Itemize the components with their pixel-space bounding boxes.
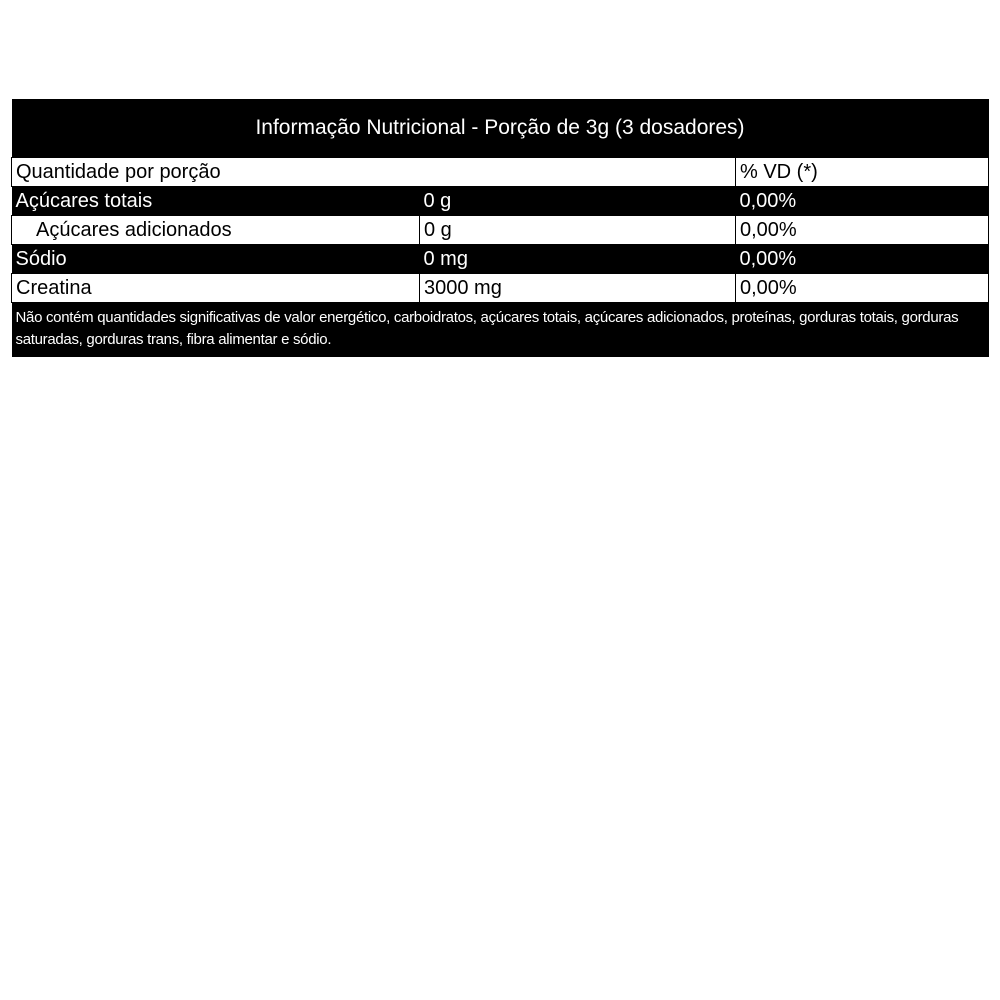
table-title-row [12,99,989,158]
header-quantity-label: Quantidade por porção [12,158,420,187]
nutrient-amount: 0 g [420,216,736,245]
nutrient-label: Açúcares adicionados [12,216,420,245]
footnote-text: Não contém quantidades significativas de valor energético, carboidratos, açúcares totais, açúcares adicionados, proteínas, gorduras totais, gorduras saturadas, gorduras trans, fibra alimentar e sódio. [12,303,989,358]
table-row [12,187,989,216]
nutrient-daily-value: 0,00% [736,187,989,216]
nutrition-facts-table [11,99,989,357]
footnote-row [12,303,989,358]
table-row [12,245,989,274]
table-row [12,216,989,245]
nutrient-amount: 0 mg [420,245,736,274]
header-daily-value: % VD (*) [736,158,989,187]
table-header-row [12,158,989,187]
nutrient-daily-value: 0,00% [736,245,989,274]
header-amount [420,158,736,187]
nutrient-amount: 0 g [420,187,736,216]
nutrient-daily-value: 0,00% [736,216,989,245]
table-row [12,274,989,303]
table-title: Informação Nutricional - Porção de 3g (3 dosadores) [12,99,989,158]
nutrient-label: Creatina [12,274,420,303]
nutrient-label: Açúcares totais [12,187,420,216]
nutrient-daily-value: 0,00% [736,274,989,303]
nutrient-amount: 3000 mg [420,274,736,303]
nutrient-label: Sódio [12,245,420,274]
